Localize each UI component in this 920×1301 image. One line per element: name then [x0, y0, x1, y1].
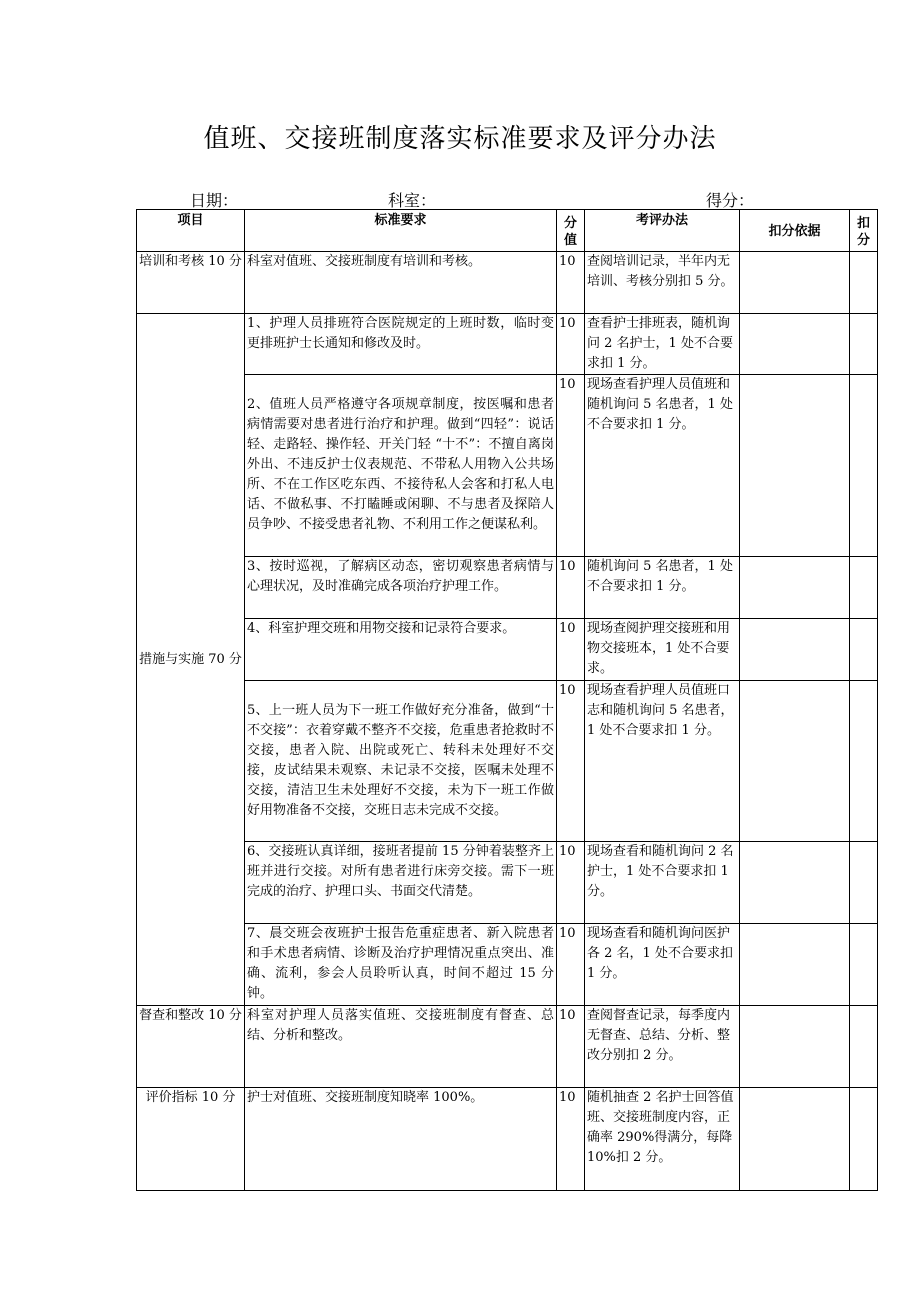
date-label: 日期： — [190, 191, 239, 210]
item-cell: 措施与实施 70 分 — [137, 314, 245, 1006]
method-cell: 查阅督查记录，每季度内无督查、总结、分析、整改分别扣 2 分。 — [585, 1006, 740, 1088]
method-cell: 现场查看护理人员值班和随机询问 5 名患者，1 处不合要求扣 1 分。 — [585, 375, 740, 557]
basis-cell[interactable] — [740, 557, 850, 619]
page-title: 值班、交接班制度落实标准要求及评分办法 — [203, 124, 717, 154]
basis-cell[interactable] — [740, 619, 850, 681]
table-header-row — [137, 210, 878, 252]
basis-cell[interactable] — [740, 1006, 850, 1088]
header-deduct: 扣分 — [850, 210, 878, 252]
method-cell: 查阅培训记录，半年内无培训、考核分别扣 5 分。 — [585, 252, 740, 314]
basis-cell[interactable] — [740, 252, 850, 314]
basis-cell[interactable] — [740, 924, 850, 1006]
standard-cell: 1、护理人员排班符合医院规定的上班时数，临时变更排班护士长通知和修改及时。 — [245, 314, 557, 375]
value-cell: 10 — [557, 924, 585, 1006]
standard-cell: 护士对值班、交接班制度知晓率 100%。 — [245, 1088, 557, 1191]
header-value: 分值 — [557, 210, 585, 252]
value-cell: 10 — [557, 314, 585, 375]
deduct-cell[interactable] — [850, 1088, 878, 1191]
deduct-cell[interactable] — [850, 375, 878, 557]
item-cell: 督查和整改 10 分 — [137, 1006, 245, 1088]
deduct-cell[interactable] — [850, 252, 878, 314]
table-row — [137, 1006, 878, 1088]
deduct-cell[interactable] — [850, 314, 878, 375]
item-cell: 培训和考核 10 分 — [137, 252, 245, 314]
value-cell: 10 — [557, 1088, 585, 1191]
standard-cell: 3、按时巡视，了解病区动态，密切观察患者病情与心理状况，及时准确完成各项治疗护理工作。 — [245, 557, 557, 619]
value-cell: 10 — [557, 842, 585, 924]
standard-cell: 4、科室护理交班和用物交接和记录符合要求。 — [245, 619, 557, 681]
value-cell: 10 — [557, 619, 585, 681]
table-row — [137, 681, 878, 842]
standard-cell: 2、值班人员严格遵守各项规章制度，按医嘱和患者病情需要对患者进行治疗和护理。做到“四轻”：说话轻、走路轻、操作轻、开关门轻 “十不”：不擅自离岗外出、不违反护士仪表规范、不带私人用物入公共场所、不在工作区吃东西、不接待私人会客和打私人电话、不做私事、不打瞌睡或闲聊、不与患者及探陪人员争吵、不接受患者礼物、不利用工作之便谋私利。 — [245, 375, 557, 557]
method-cell: 查看护士排班表，随机询问 2 名护士，1 处不合要求扣 1 分。 — [585, 314, 740, 375]
basis-cell[interactable] — [740, 681, 850, 842]
header-standard: 标准要求 — [245, 210, 557, 252]
method-cell: 现场查看和随机询问 2 名护士，1 处不合要求扣 1 分。 — [585, 842, 740, 924]
standard-cell: 5、上一班人员为下一班工作做好充分准备，做到“十不交接”：衣着穿戴不整齐不交接，危重患者抢救时不交接，患者入院、出院或死亡、转科未处理好不交接，皮试结果未观察、未记录不交接，医嘱未处理不交接，清洁卫生未处理好不交接，未为下一班工作做好用物准备不交接，交班日志未完成不交接。 — [245, 681, 557, 842]
deduct-cell[interactable] — [850, 924, 878, 1006]
standard-cell: 6、交接班认真详细，接班者提前 15 分钟着装整齐上班并进行交接。对所有患者进行床旁交接。需下一班完成的治疗、护理口头、书面交代清楚。 — [245, 842, 557, 924]
table-row — [137, 252, 878, 314]
basis-cell[interactable] — [740, 314, 850, 375]
method-cell: 随机询问 5 名患者，1 处不合要求扣 1 分。 — [585, 557, 740, 619]
method-cell: 现场查看护理人员值班口志和随机询问 5 名患者，1 处不合要求扣 1 分。 — [585, 681, 740, 842]
table-row — [137, 619, 878, 681]
method-cell: 现场查阅护理交接班和用物交接班本，1 处不合要求。 — [585, 619, 740, 681]
standard-cell: 科室对护理人员落实值班、交接班制度有督查、总结、分析和整改。 — [245, 1006, 557, 1088]
value-cell: 10 — [557, 1006, 585, 1088]
standard-cell: 科室对值班、交接班制度有培训和考核。 — [245, 252, 557, 314]
basis-cell[interactable] — [740, 375, 850, 557]
standard-cell: 7、晨交班会夜班护士报告危重症患者、新入院患者和手术患者病情、诊断及治疗护理情况重点突出、准确、流利，参会人员聆听认真，时间不超过 15 分钟。 — [245, 924, 557, 1006]
value-cell: 10 — [557, 557, 585, 619]
score-label: 得分： — [706, 191, 755, 210]
header-method: 考评办法 — [585, 210, 740, 252]
table-row — [137, 557, 878, 619]
table-row — [137, 314, 878, 375]
deduct-cell[interactable] — [850, 842, 878, 924]
table-row — [137, 924, 878, 1006]
deduct-cell[interactable] — [850, 1006, 878, 1088]
basis-cell[interactable] — [740, 842, 850, 924]
header-item: 项目 — [137, 210, 245, 252]
item-cell: 评价指标 10 分 — [137, 1088, 245, 1191]
table-row — [137, 1088, 878, 1191]
department-label: 科室： — [388, 191, 437, 210]
table-row — [137, 842, 878, 924]
header-basis: 扣分依据 — [740, 210, 850, 252]
table-row — [137, 375, 878, 557]
scoring-table — [136, 209, 878, 1191]
deduct-cell[interactable] — [850, 557, 878, 619]
deduct-cell[interactable] — [850, 681, 878, 842]
deduct-cell[interactable] — [850, 619, 878, 681]
method-cell: 随机抽查 2 名护士回答值班、交接班制度内容，正确率 290%得满分，每降 10%扣 2 分。 — [585, 1088, 740, 1191]
value-cell: 10 — [557, 252, 585, 314]
method-cell: 现场查看和随机询问医护各 2 名，1 处不合要求扣 1 分。 — [585, 924, 740, 1006]
basis-cell[interactable] — [740, 1088, 850, 1191]
value-cell: 10 — [557, 375, 585, 557]
value-cell: 10 — [557, 681, 585, 842]
